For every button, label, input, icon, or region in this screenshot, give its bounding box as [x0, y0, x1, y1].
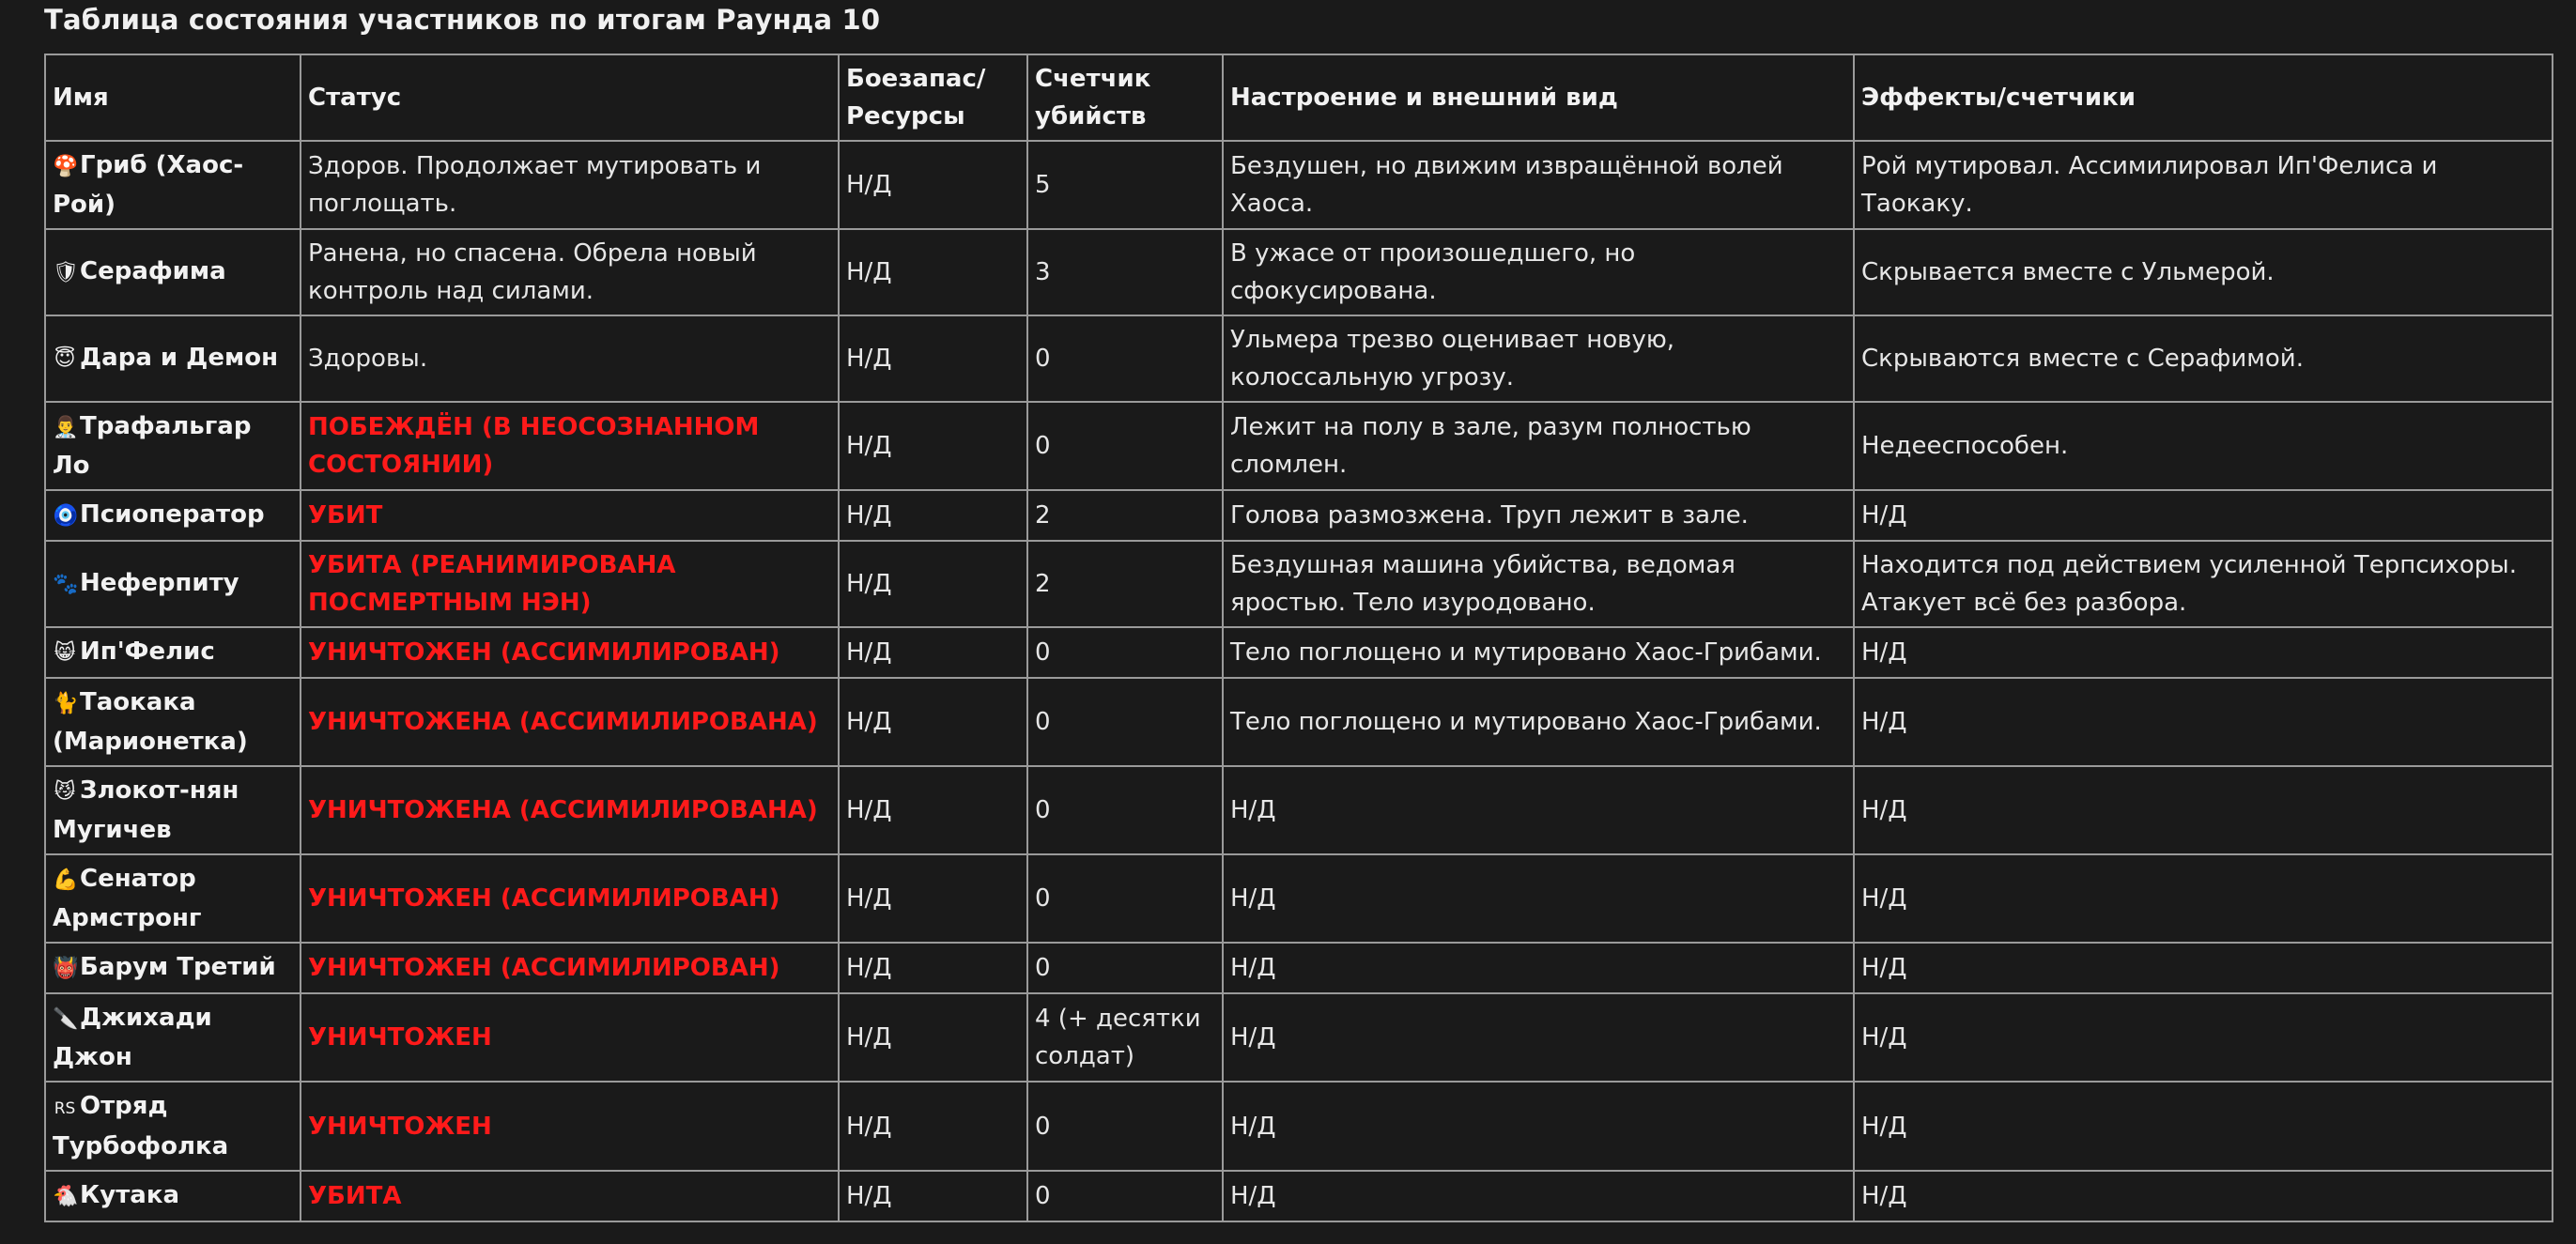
- participant-effects: Н/Д: [1854, 993, 2553, 1082]
- participant-name-cell: [45, 141, 301, 229]
- participant-name: Отряд Турбофолка: [53, 1092, 229, 1160]
- participant-status: УНИЧТОЖЕН (АССИМИЛИРОВАН): [301, 854, 839, 943]
- table-row: [45, 993, 2553, 1082]
- table-row: [45, 402, 2553, 490]
- participant-effects: Н/Д: [1854, 766, 2553, 854]
- participant-kill-count: 0: [1027, 627, 1223, 678]
- header-status: Статус: [301, 54, 839, 141]
- header-ammo: Боезапас/ Ресурсы: [839, 54, 1027, 141]
- participant-kill-count: 5: [1027, 141, 1223, 229]
- participant-kill-count: 2: [1027, 490, 1223, 541]
- mushroom-icon: 🍄: [53, 155, 79, 178]
- participant-name-cell: [45, 943, 301, 993]
- table-row: [45, 1082, 2553, 1171]
- participant-name-cell: [45, 1171, 301, 1221]
- participant-name: Ип'Фелис: [80, 637, 215, 666]
- participant-status: УНИЧТОЖЕН (АССИМИЛИРОВАН): [301, 627, 839, 678]
- participant-mood: Голова размозжена. Труп лежит в зале.: [1223, 490, 1854, 541]
- participant-ammo: Н/Д: [839, 627, 1027, 678]
- participant-mood: Н/Д: [1223, 854, 1854, 943]
- participant-status: УНИЧТОЖЕН (АССИМИЛИРОВАН): [301, 943, 839, 993]
- participant-name: Серафима: [80, 257, 226, 285]
- participant-name-cell: [45, 678, 301, 766]
- participant-name: Злокот-нян Мугичев: [53, 776, 239, 844]
- participant-effects: Н/Д: [1854, 1082, 2553, 1171]
- halo-face-icon: 😇: [54, 347, 76, 371]
- participant-name-cell: [45, 993, 301, 1082]
- participant-ammo: Н/Д: [839, 229, 1027, 315]
- participant-name-cell: [45, 766, 301, 854]
- participant-kill-count: 0: [1027, 1082, 1223, 1171]
- participant-kill-count: 0: [1027, 402, 1223, 490]
- participant-ammo: Н/Д: [839, 943, 1027, 993]
- participant-status: УНИЧТОЖЕНА (АССИМИЛИРОВАНА): [301, 766, 839, 854]
- participant-ammo: Н/Д: [839, 141, 1027, 229]
- chicken-icon: 🐔: [53, 1185, 79, 1208]
- doctor-icon: 👨‍⚕️: [53, 416, 79, 439]
- smirking-cat-icon: 😼: [54, 780, 76, 804]
- table-header-row: [45, 54, 2553, 141]
- knife-icon: 🔪: [53, 1007, 79, 1031]
- cat-face-icon: 😸: [54, 641, 76, 665]
- participant-name: Псиоператор: [80, 500, 265, 529]
- participant-kill-count: 0: [1027, 943, 1223, 993]
- participant-kill-count: 4 (+ десятки солдат): [1027, 993, 1223, 1082]
- table-row: [45, 627, 2553, 678]
- participant-name-cell: [45, 541, 301, 627]
- header-mood: Настроение и внешний вид: [1223, 54, 1854, 141]
- participant-ammo: Н/Д: [839, 402, 1027, 490]
- table-row: [45, 854, 2553, 943]
- participant-effects: Н/Д: [1854, 854, 2553, 943]
- participant-mood: Н/Д: [1223, 993, 1854, 1082]
- participant-name-cell: [45, 854, 301, 943]
- participant-kill-count: 0: [1027, 766, 1223, 854]
- table-body: [45, 141, 2553, 1221]
- participant-status: Ранена, но спасена. Обрела новый контроль над силами.: [301, 229, 839, 315]
- participant-effects: Скрываются вместе с Серафимой.: [1854, 315, 2553, 402]
- participant-mood: В ужасе от произошедшего, но сфокусирована.: [1223, 229, 1854, 315]
- eye-amulet-icon: 🧿: [53, 504, 79, 528]
- table-row: [45, 229, 2553, 315]
- page-title: Таблица состояния участников по итогам Раунда 10: [44, 4, 881, 36]
- cat-icon: 🐈: [53, 692, 79, 715]
- participant-mood: Н/Д: [1223, 1082, 1854, 1171]
- serbia-flag-icon: RS: [54, 1099, 76, 1118]
- participant-name-cell: [45, 402, 301, 490]
- participant-kill-count: 3: [1027, 229, 1223, 315]
- participant-name: Сенатор Армстронг: [53, 865, 202, 932]
- participant-effects: Недееспособен.: [1854, 402, 2553, 490]
- participant-effects: Н/Д: [1854, 678, 2553, 766]
- participant-effects: Рой мутировал. Ассимилировал Ип'Фелиса и Таокаку.: [1854, 141, 2553, 229]
- participant-status: УНИЧТОЖЕН: [301, 1082, 839, 1171]
- header-name: Имя: [45, 54, 301, 141]
- participant-kill-count: 2: [1027, 541, 1223, 627]
- participant-name-cell: [45, 627, 301, 678]
- flexed-arm-icon: 💪: [53, 868, 79, 892]
- participant-mood: Н/Д: [1223, 943, 1854, 993]
- table-row: [45, 678, 2553, 766]
- table-row: [45, 943, 2553, 993]
- participant-kill-count: 0: [1027, 1171, 1223, 1221]
- participant-kill-count: 0: [1027, 678, 1223, 766]
- participant-status: УБИТ: [301, 490, 839, 541]
- participant-name: Кутака: [80, 1181, 180, 1209]
- table-row: [45, 315, 2553, 402]
- participant-status: ПОБЕЖДЁН (В НЕОСОЗНАННОМ СОСТОЯНИИ): [301, 402, 839, 490]
- participant-mood: Н/Д: [1223, 1171, 1854, 1221]
- participant-status: Здоровы.: [301, 315, 839, 402]
- participant-effects: Н/Д: [1854, 1171, 2553, 1221]
- participant-name: Трафальгар Ло: [53, 412, 252, 480]
- participant-effects: Н/Д: [1854, 490, 2553, 541]
- table-row: [45, 766, 2553, 854]
- participant-status: УНИЧТОЖЕН: [301, 993, 839, 1082]
- participant-kill-count: 0: [1027, 315, 1223, 402]
- participant-name: Неферпиту: [80, 569, 239, 597]
- participant-ammo: Н/Д: [839, 678, 1027, 766]
- table-row: [45, 541, 2553, 627]
- participant-ammo: Н/Д: [839, 993, 1027, 1082]
- ogre-mask-icon: 👹: [53, 957, 79, 980]
- participant-ammo: Н/Д: [839, 315, 1027, 402]
- participant-name: Гриб (Хаос-Рой): [53, 151, 244, 219]
- participant-ammo: Н/Д: [839, 766, 1027, 854]
- participant-mood: Н/Д: [1223, 766, 1854, 854]
- participant-ammo: Н/Д: [839, 1171, 1027, 1221]
- participant-status: УБИТА: [301, 1171, 839, 1221]
- participant-mood: Бездушен, но движим извращённой волей Хаоса.: [1223, 141, 1854, 229]
- participant-effects: Н/Д: [1854, 943, 2553, 993]
- participant-effects: Н/Д: [1854, 627, 2553, 678]
- participant-status: УНИЧТОЖЕНА (АССИМИЛИРОВАНА): [301, 678, 839, 766]
- participant-name-cell: [45, 1082, 301, 1171]
- participant-status: УБИТА (РЕАНИМИРОВАНА ПОСМЕРТНЫМ НЭН): [301, 541, 839, 627]
- table-row: [45, 490, 2553, 541]
- participant-effects: Находится под действием усиленной Терпсихоры. Атакует всё без разбора.: [1854, 541, 2553, 627]
- participant-effects: Скрывается вместе с Ульмерой.: [1854, 229, 2553, 315]
- participant-name-cell: [45, 229, 301, 315]
- shield-icon: 🛡: [53, 261, 79, 284]
- participant-ammo: Н/Д: [839, 1082, 1027, 1171]
- header-kills: Счетчик убийств: [1027, 54, 1223, 141]
- participant-name: Дара и Демон: [80, 344, 279, 372]
- participant-name: Таокака (Марионетка): [53, 688, 248, 756]
- participant-mood: Ульмера трезво оценивает новую, колоссальную угрозу.: [1223, 315, 1854, 402]
- participant-mood: Тело поглощено и мутировано Хаос-Грибами.: [1223, 678, 1854, 766]
- participant-mood: Лежит на полу в зале, разум полностью сломлен.: [1223, 402, 1854, 490]
- table-row: [45, 1171, 2553, 1221]
- participant-mood: Тело поглощено и мутировано Хаос-Грибами.: [1223, 627, 1854, 678]
- paw-prints-icon: 🐾: [53, 573, 79, 596]
- participant-ammo: Н/Д: [839, 490, 1027, 541]
- participant-mood: Бездушная машина убийства, ведомая яростью. Тело изуродовано.: [1223, 541, 1854, 627]
- participants-table: [44, 54, 2553, 1222]
- participant-ammo: Н/Д: [839, 854, 1027, 943]
- participant-name: Джихади Джон: [53, 1004, 212, 1071]
- participant-kill-count: 0: [1027, 854, 1223, 943]
- table-row: [45, 141, 2553, 229]
- participant-name-cell: [45, 490, 301, 541]
- participant-status: Здоров. Продолжает мутировать и поглощать.: [301, 141, 839, 229]
- header-effects: Эффекты/счетчики: [1854, 54, 2553, 141]
- participant-ammo: Н/Д: [839, 541, 1027, 627]
- participant-name: Барум Третий: [80, 953, 276, 981]
- participant-name-cell: [45, 315, 301, 402]
